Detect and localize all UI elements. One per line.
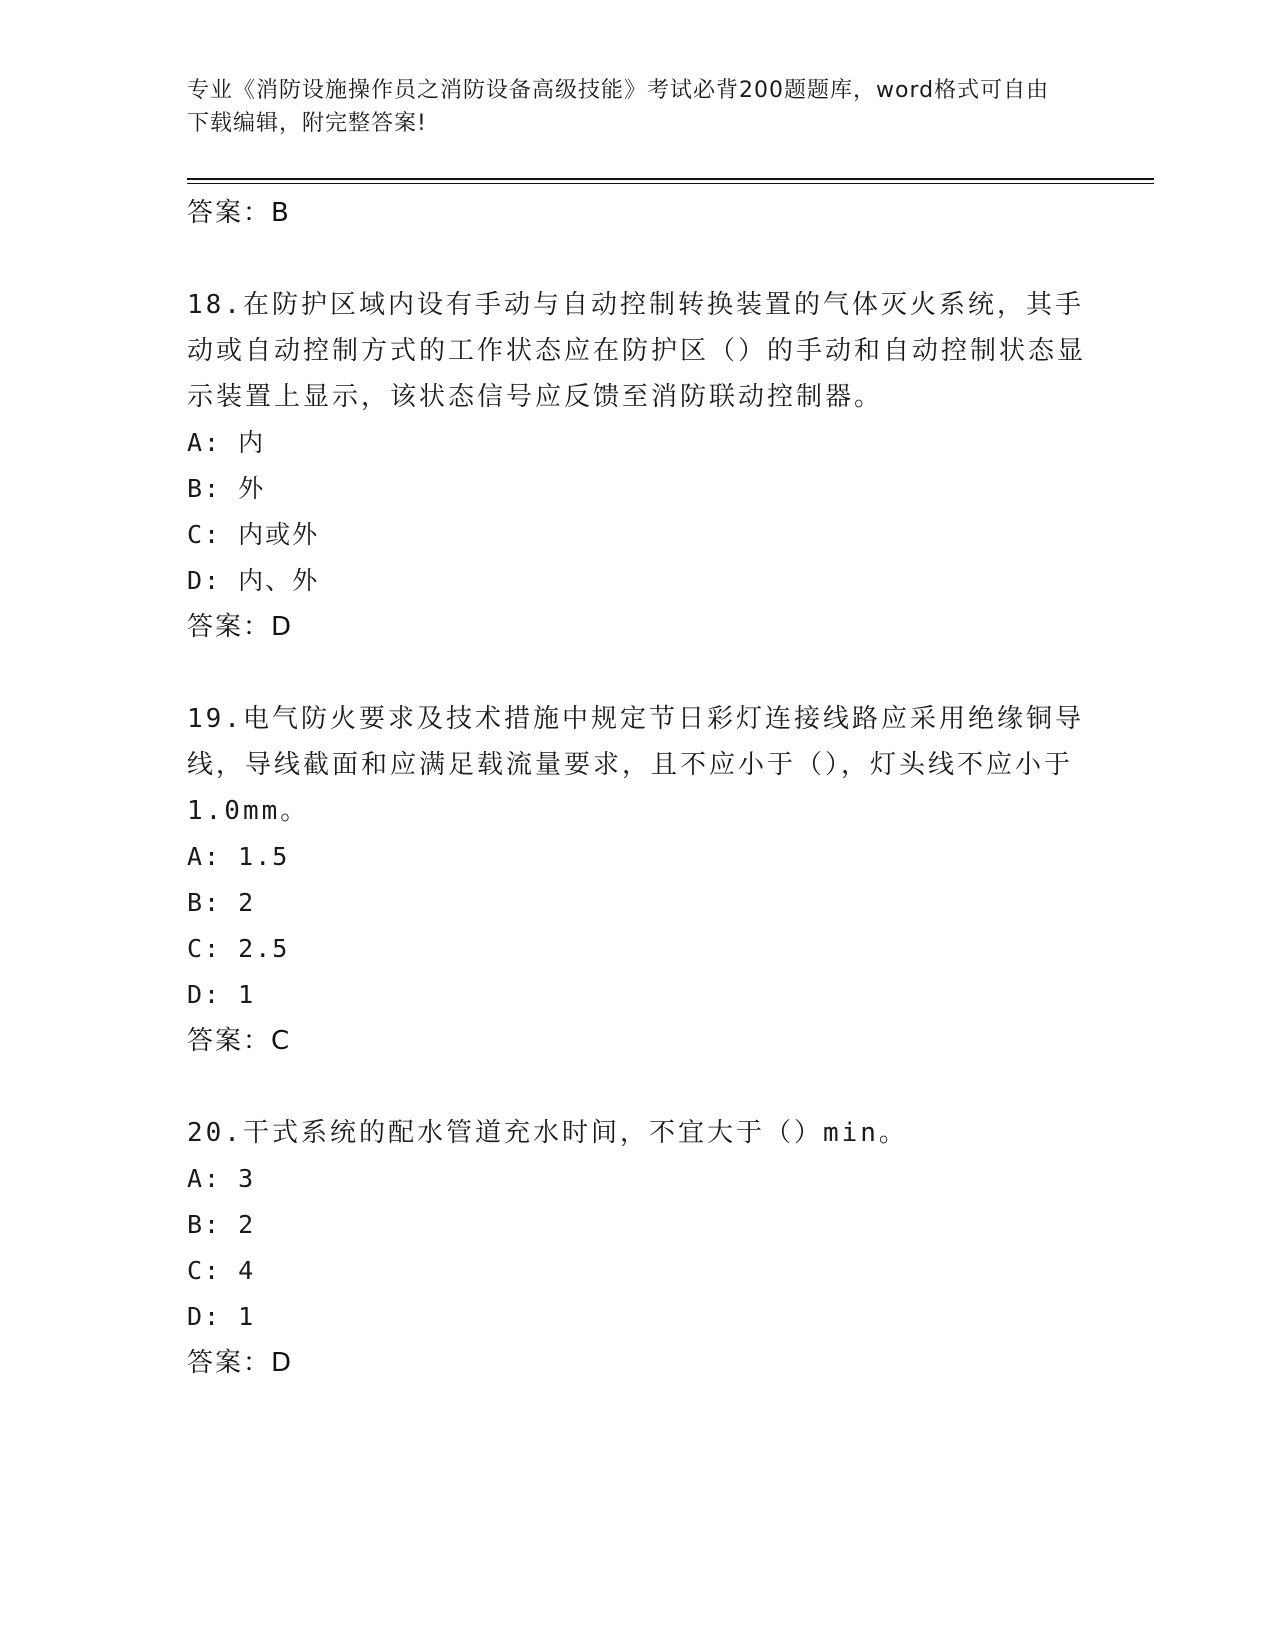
answer-label: 答案：D <box>187 612 294 642</box>
question-list <box>187 190 1087 1386</box>
option-d: D: 内、外 <box>187 566 320 595</box>
previous-answer: 答案：B <box>187 198 291 228</box>
spacer <box>187 1064 1087 1110</box>
option-c: C: 2.5 <box>187 934 290 963</box>
answer-label: 答案：D <box>187 1348 294 1378</box>
option-a: A: 内 <box>187 428 266 457</box>
question-text: 20.干式系统的配水管道充水时间，不宜大于（）min。 <box>187 1118 908 1148</box>
answer-label: 答案：C <box>187 1026 292 1056</box>
option-b: B: 2 <box>187 888 256 917</box>
question-block <box>187 1110 1087 1386</box>
question-text: 18.在防护区域内设有手动与自动控制转换装置的气体灭火系统，其手动或自动控制方式的工作状态应在防护区（）的手动和自动控制状态显示装置上显示，该状态信号应反馈至消防联动控制器。 <box>187 290 1087 412</box>
header-divider <box>187 178 1154 180</box>
option-d: D: 1 <box>187 980 256 1009</box>
option-c: C: 4 <box>187 1256 256 1285</box>
page-header: 专业《消防设施操作员之消防设备高级技能》考试必背200题题库，word格式可自由下载编辑，附完整答案! <box>187 78 1050 136</box>
option-b: B: 外 <box>187 474 266 503</box>
option-c: C: 内或外 <box>187 520 320 549</box>
option-b: B: 2 <box>187 1210 256 1239</box>
question-block <box>187 696 1087 1064</box>
option-d: D: 1 <box>187 1302 256 1331</box>
spacer <box>187 650 1087 696</box>
question-text: 19.电气防火要求及技术措施中规定节日彩灯连接线路应采用绝缘铜导线，导线截面和应满足载流量要求，且不应小于（），灯头线不应小于1.0mm。 <box>187 704 1084 826</box>
header-divider-thin <box>187 183 1154 184</box>
spacer <box>187 236 1087 282</box>
option-a: A: 3 <box>187 1164 256 1193</box>
option-a: A: 1.5 <box>187 842 290 871</box>
question-block <box>187 282 1087 650</box>
